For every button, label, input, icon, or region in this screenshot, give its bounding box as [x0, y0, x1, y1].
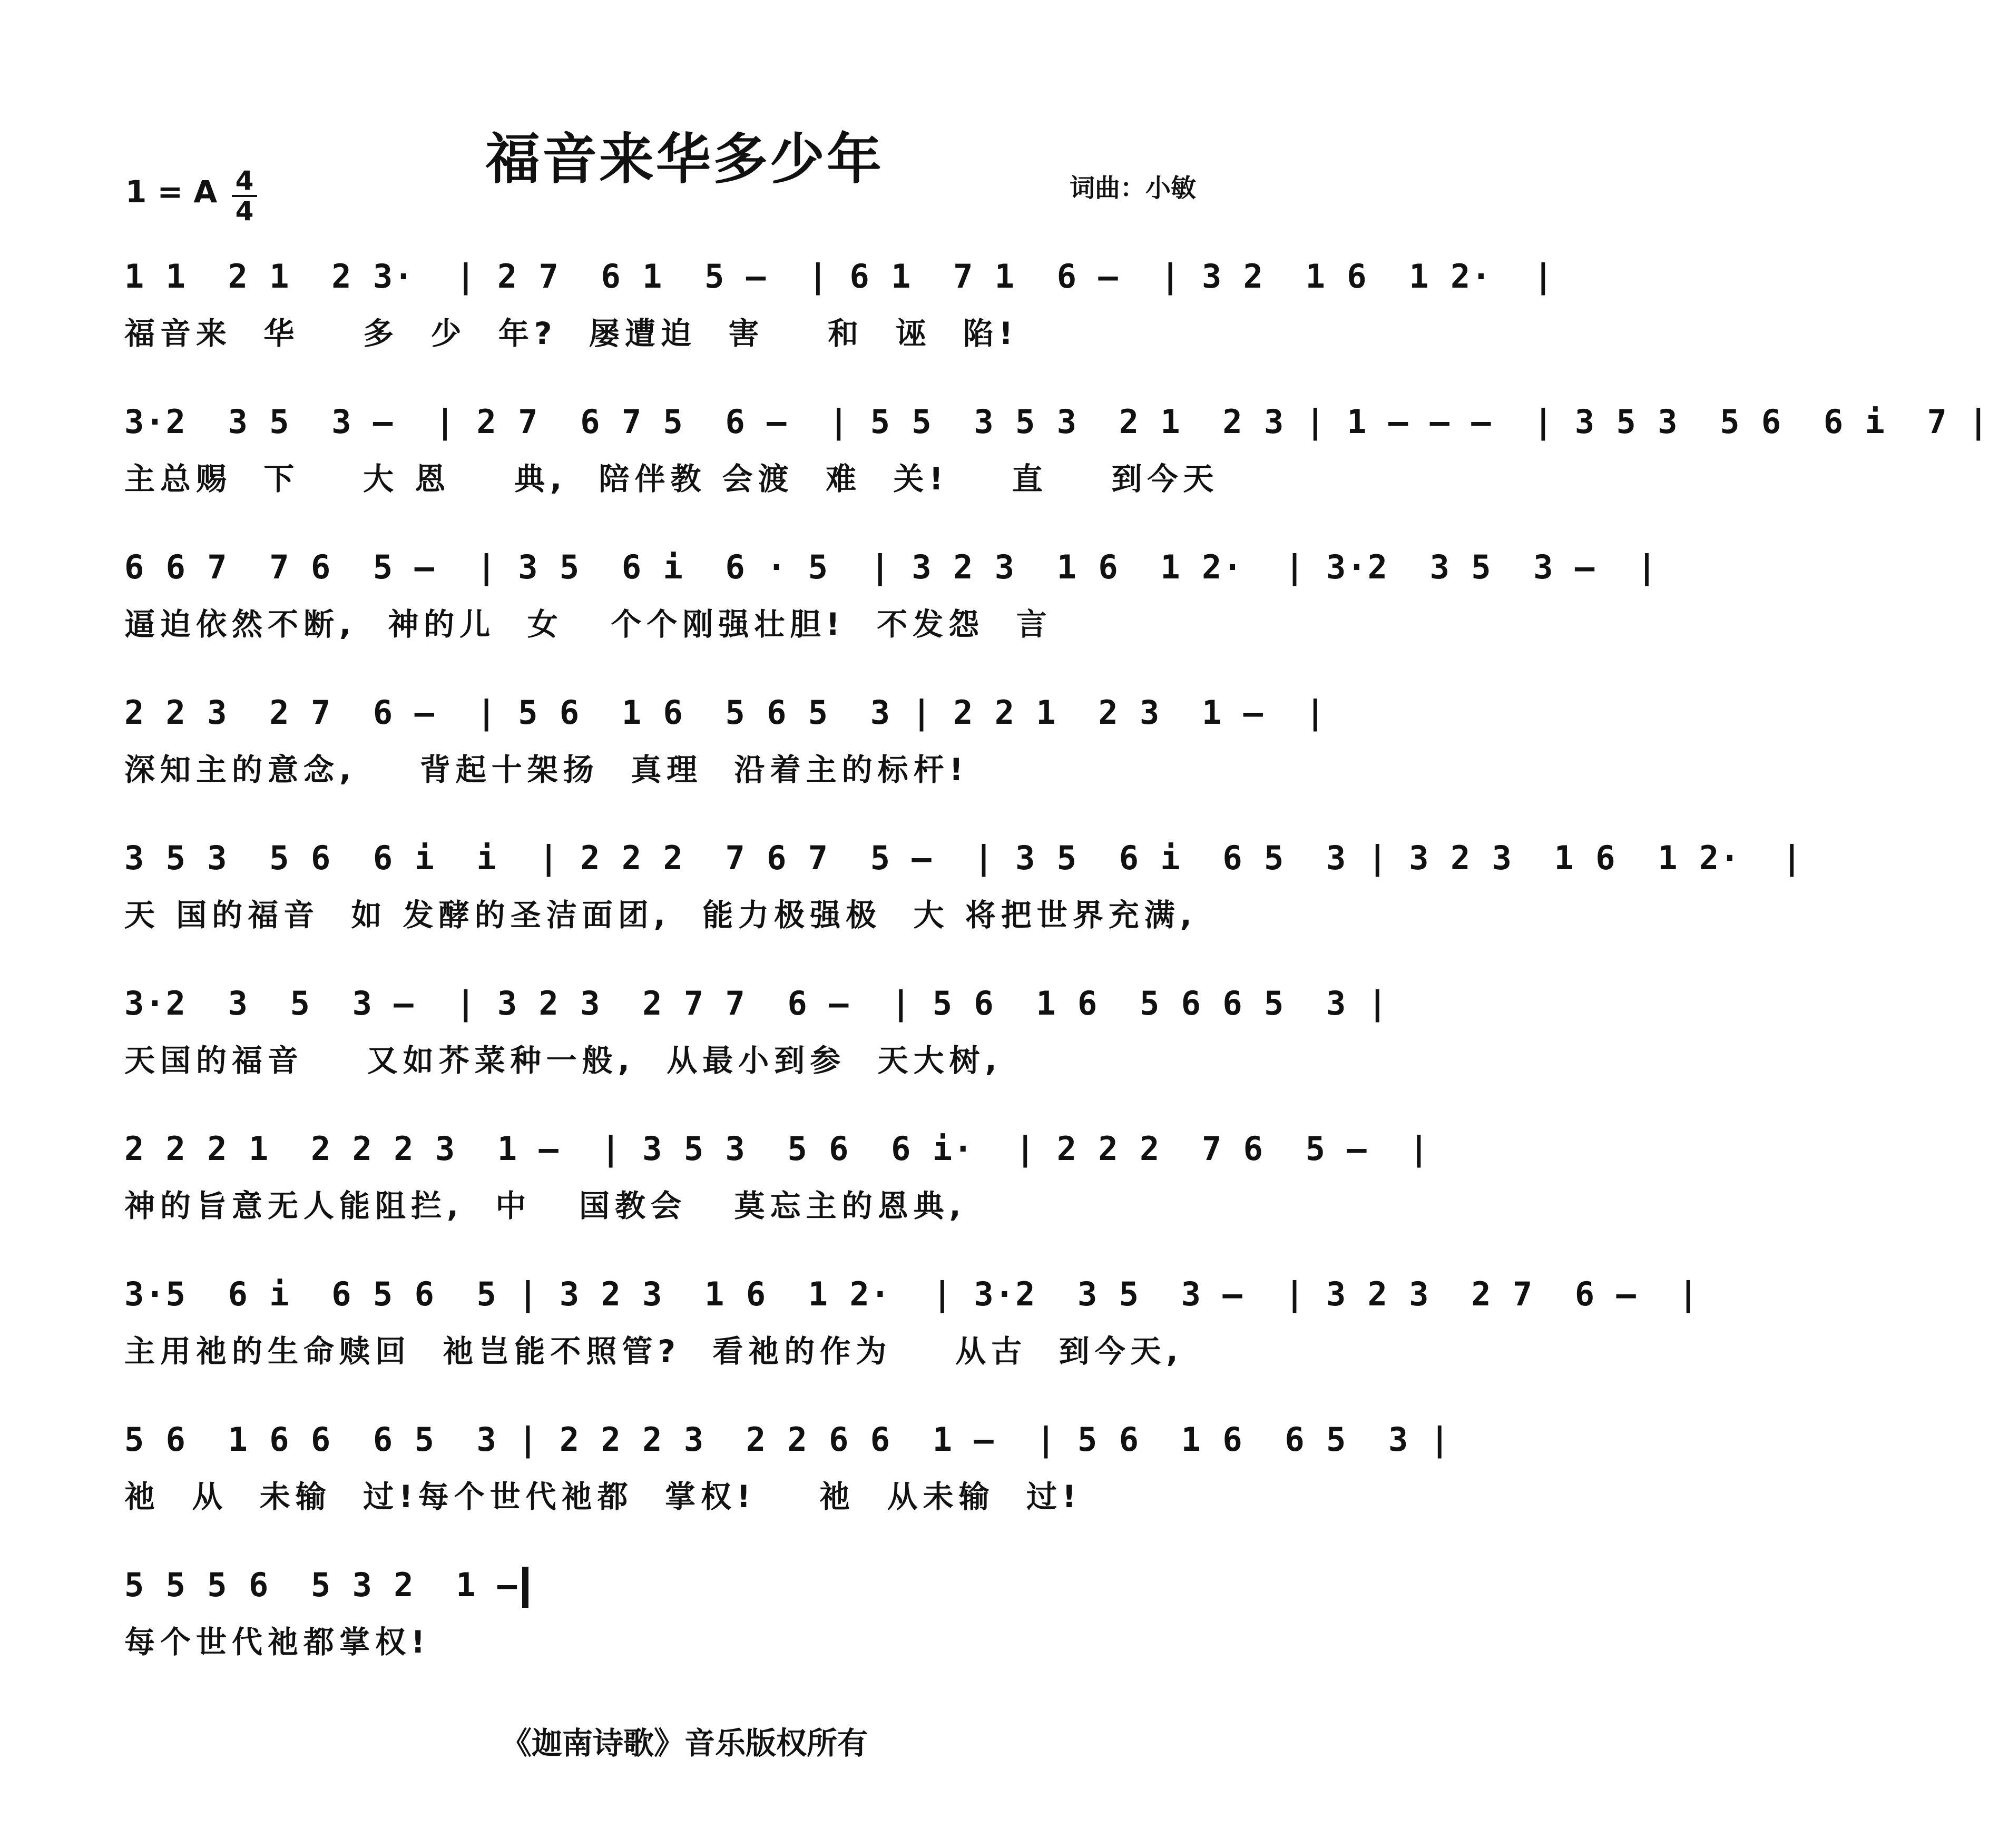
lyrics-line: 逼迫依然不断, 神的儿 女 个个刚强壮胆! 不发怨 言 [124, 606, 1052, 642]
score-row [124, 1104, 1430, 1250]
lyricist-composer-credit: 词曲：小敏 [1070, 173, 1197, 203]
final-barline [522, 1567, 528, 1608]
copyright-footer: 《迦南诗歌》音乐版权所有 [501, 1725, 868, 1761]
song-title: 福音来华多少年 [485, 127, 884, 191]
time-signature-top: 4 [235, 165, 254, 196]
lyrics-line: 主用祂的生命赎回 祂岂能不照管? 看祂的作为 从古 到今天, [124, 1333, 1183, 1369]
notation-line: 3·5 6 i 6 5 6 5 | 3 2 3 1 6 1 2· | 3·2 3 5 3 – | 3 2 3 2 7 6 – | [124, 1275, 1699, 1313]
score [124, 232, 1989, 1686]
lyrics-line: 天国的福音 又如芥菜种一般, 从最小到参 天大树, [124, 1043, 1002, 1078]
score-row [124, 232, 1554, 377]
notation-line: 3·2 3 5 3 – | 3 2 3 2 7 7 6 – | 5 6 1 6 5 6 6 5 3 | [124, 984, 1388, 1023]
notation-text: 5 5 5 6 5 3 2 1 – [124, 1566, 518, 1604]
time-signature [232, 165, 257, 227]
score-row [124, 668, 1326, 813]
time-signature-bottom: 4 [235, 196, 254, 227]
notation-line: 3·2 3 5 3 – | 2 7 6 7 5 6 – | 5 5 3 5 3 2 1 2 3 | 1 – – – | 3 5 3 5 6 6 i 7 | [124, 402, 1989, 441]
score-row [124, 377, 1989, 523]
notation-line-final [124, 1556, 1247, 1614]
score-row [124, 1540, 1247, 1686]
score-row [124, 813, 1803, 959]
key-signature: 1 = A [125, 174, 218, 210]
lyrics-line: 神的旨意无人能阻拦, 中 国教会 莫忘主的恩典, [124, 1188, 966, 1224]
notation-line: 1 1 2 1 2 3· | 2 7 6 1 5 – | 6 1 7 1 6 – | 3 2 1 6 1 2· | [124, 257, 1554, 296]
notation-line: 2 2 2 1 2 2 2 3 1 – | 3 5 3 5 6 6 i· | 2 2 2 7 6 5 – | [124, 1129, 1430, 1168]
lyrics-line: 每个世代祂都掌权! [124, 1624, 430, 1660]
lyrics-line: 福音来 华 多 少 年? 屡遭迫 害 和 诬 陷! [124, 316, 1018, 351]
score-row [124, 1250, 1699, 1395]
lyrics-line: 天 国的福音 如 发酵的圣洁面团, 能力极强极 大 将把世界充满, [124, 897, 1197, 933]
notation-line: 6 6 7 7 6 5 – | 3 5 6 i 6 · 5 | 3 2 3 1 6 1 2· | 3·2 3 5 3 – | [124, 548, 1658, 586]
notation-line: 3 5 3 5 6 6 i i | 2 2 2 7 6 7 5 – | 3 5 6 i 6 5 3 | 3 2 3 1 6 1 2· | [124, 839, 1803, 877]
score-row [124, 523, 1658, 668]
lyrics-line: 主总赐 下 大 恩 典, 陪伴教 会渡 难 关! 直 到今天 [124, 461, 1219, 497]
lyrics-line: 深知主的意念, 背起十架扬 真理 沿着主的标杆! [124, 752, 969, 788]
score-row [124, 959, 1388, 1104]
notation-line: 2 2 3 2 7 6 – | 5 6 1 6 5 6 5 3 | 2 2 1 2 3 1 – | [124, 693, 1326, 732]
notation-line: 5 6 1 6 6 6 5 3 | 2 2 2 3 2 2 6 6 1 – | 5 6 1 6 6 5 3 | [124, 1420, 1451, 1459]
lyrics-line: 祂 从 未输 过!每个世代祂都 掌权! 祂 从未输 过! [124, 1479, 1082, 1515]
score-row [124, 1395, 1451, 1540]
